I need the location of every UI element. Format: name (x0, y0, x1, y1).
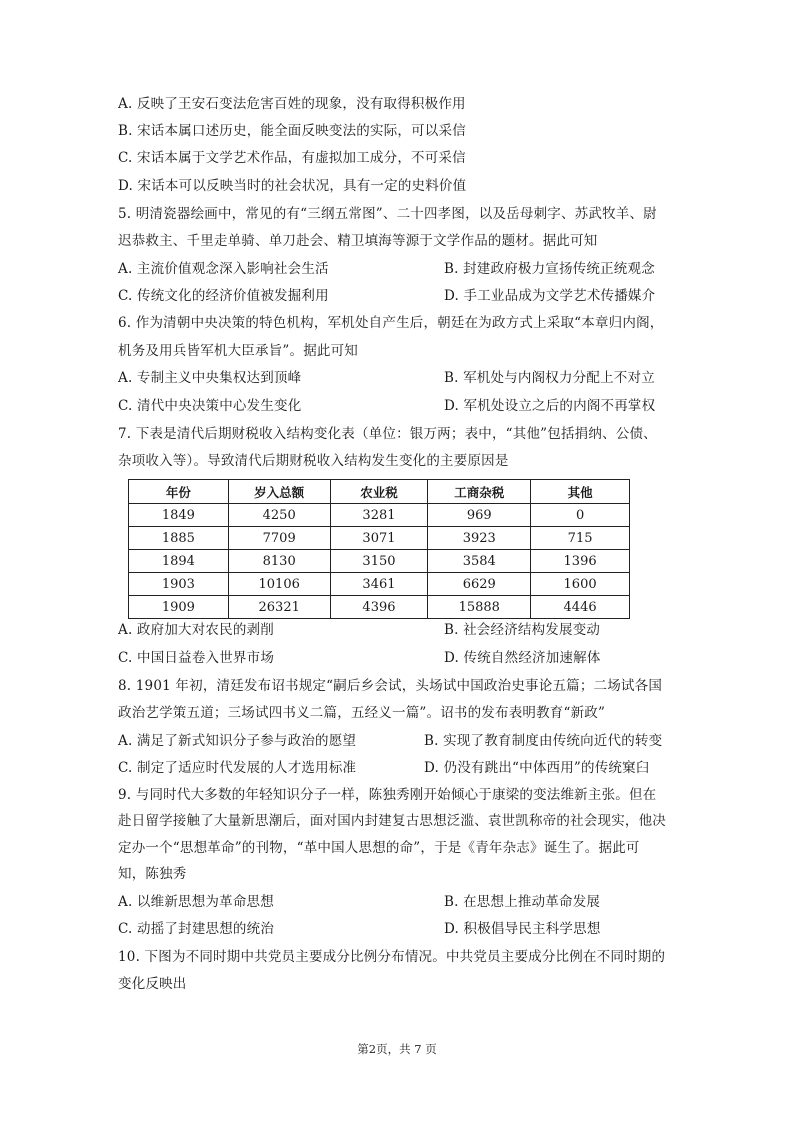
q5-option-d: D. 手工业品成为文学艺术传播媒介 (444, 288, 656, 304)
q7-stem-line-1: 7. 下表是清代后期财税收入结构变化表（单位：银万两；表中，“其他”包括捐纳、公债、 (118, 426, 657, 442)
q5-stem-line-2: 迟恭救主、千里走单骑、单刀赴会、精卫填海等源于文学作品的题材。据此可知 (118, 233, 598, 249)
q7-stem-line-2: 杂项收入等）。导致清代后期财税收入结构发生变化的主要原因是 (118, 453, 509, 469)
table-cell: 1909 (129, 596, 229, 619)
q4-option-c: C. 宋话本属于文学艺术作品，有虚拟加工成分，不可采信 (118, 150, 466, 166)
header-other: 其他 (531, 480, 630, 504)
table-cell: 3150 (330, 550, 428, 573)
table-cell: 1396 (531, 550, 630, 573)
q8-stem-line-1: 8. 1901 年初，清廷发布诏书规定“嗣后乡会试，头场试中国政治史事论五篇；二场试各国 (118, 678, 663, 694)
table-cell: 3584 (428, 550, 531, 573)
table-row (129, 527, 630, 550)
q9-option-c: C. 动摇了封建思想的统治 (118, 921, 275, 937)
q5-option-c: C. 传统文化的经济价值被发掘利用 (118, 288, 329, 304)
q5-option-b: B. 封建政府极力宣扬传统正统观念 (444, 261, 655, 277)
table-cell: 10106 (228, 573, 330, 596)
q4-option-a: A. 反映了王安石变法危害百姓的现象，没有取得积极作用 (118, 96, 466, 112)
table-cell: 4396 (330, 596, 428, 619)
table-cell: 1600 (531, 573, 630, 596)
q6-option-a: A. 专制主义中央集权达到顶峰 (118, 370, 302, 386)
table-cell: 3281 (330, 504, 428, 527)
header-total: 岁入总额 (228, 480, 330, 504)
table-cell: 15888 (428, 596, 531, 619)
header-year: 年份 (129, 480, 229, 504)
q6-stem-line-1: 6. 作为清朝中央决策的特色机构，军机处自产生后，朝廷在为政方式上采取“本章归内阁， (118, 315, 664, 331)
q4-option-d: D. 宋话本可以反映当时的社会状况，具有一定的史料价值 (118, 178, 467, 194)
q9-option-b: B. 在思想上推动革命发展 (444, 894, 601, 910)
header-commerce-tax: 工商杂税 (428, 480, 531, 504)
table-row (129, 573, 630, 596)
table-cell: 6629 (428, 573, 531, 596)
table-cell: 4446 (531, 596, 630, 619)
table-header-row (129, 480, 630, 504)
q10-stem-line-2: 变化反映出 (118, 976, 187, 992)
table-cell: 26321 (228, 596, 330, 619)
table-cell: 1903 (129, 573, 229, 596)
q9-stem-line-3: 定办一个“思想革命”的刊物，“革中国人思想的命”，于是《青年杂志》诞生了。据此可 (118, 840, 640, 856)
q7-option-d: D. 传统自然经济加速解体 (444, 650, 601, 666)
q8-option-c: C. 制定了适应时代发展的人才选用标准 (118, 760, 357, 776)
q9-option-a: A. 以维新思想为革命思想 (118, 894, 274, 910)
q8-option-a: A. 满足了新式知识分子参与政治的愿望 (118, 733, 357, 749)
q8-option-d: D. 仍没有跳出“中体西用”的传统窠臼 (424, 760, 650, 776)
q9-stem-line-2: 赴日留学接触了大量新思潮后，面对国内封建复古思想泛滥、袁世凯称帝的社会现实，他决 (118, 813, 666, 829)
q7-option-b: B. 社会经济结构发展变动 (444, 622, 601, 638)
q4-option-b: B. 宋话本属口述历史，能全面反映变法的实际，可以采信 (118, 123, 466, 139)
table-cell: 1894 (129, 550, 229, 573)
table-row (129, 550, 630, 573)
q8-stem-line-2: 政治艺学策五道；三场试四书义二篇，五经义一篇”。诏书的发布表明教育“新政” (118, 705, 606, 721)
table-row (129, 504, 630, 527)
table-cell: 969 (428, 504, 531, 527)
table-cell: 1849 (129, 504, 229, 527)
q8-option-b: B. 实现了教育制度由传统向近代的转变 (424, 733, 663, 749)
q5-stem-line-1: 5. 明清瓷器绘画中，常见的有“三纲五常图”、二十四孝图，以及岳母刺字、苏武牧羊、尉 (118, 206, 657, 222)
q7-option-a: A. 政府加大对农民的剥削 (118, 622, 274, 638)
table-cell: 0 (531, 504, 630, 527)
q7-option-c: C. 中国日益卷入世界市场 (118, 650, 275, 666)
table-cell: 3923 (428, 527, 531, 550)
table-cell: 1885 (129, 527, 229, 550)
q6-option-b: B. 军机处与内阁权力分配上不对立 (444, 370, 655, 386)
q9-stem-line-1: 9. 与同时代大多数的年轻知识分子一样，陈独秀刚开始倾心于康梁的变法维新主张。但在 (118, 787, 657, 803)
q6-option-d: D. 军机处设立之后的内阁不再掌权 (444, 398, 656, 414)
table-cell: 8130 (228, 550, 330, 573)
revenue-table (128, 479, 630, 619)
table-cell: 3461 (330, 573, 428, 596)
table-cell: 4250 (228, 504, 330, 527)
q10-stem-line-1: 10. 下图为不同时期中共党员主要成分比例分布情况。中共党员主要成分比例在不同时期的 (118, 949, 666, 965)
q9-option-d: D. 积极倡导民主科学思想 (444, 921, 601, 937)
table-row (129, 596, 630, 619)
table-cell: 715 (531, 527, 630, 550)
page-footer: 第2页，共 7 页 (357, 1042, 437, 1056)
q5-option-a: A. 主流价值观念深入影响社会生活 (118, 261, 329, 277)
q6-stem-line-2: 机务及用兵皆军机大臣承旨”。据此可知 (118, 343, 359, 359)
table-cell: 3071 (330, 527, 428, 550)
table-cell: 7709 (228, 527, 330, 550)
header-agri-tax: 农业税 (330, 480, 428, 504)
q6-option-c: C. 清代中央决策中心发生变化 (118, 398, 302, 414)
q9-stem-line-4: 知，陈独秀 (118, 866, 187, 882)
